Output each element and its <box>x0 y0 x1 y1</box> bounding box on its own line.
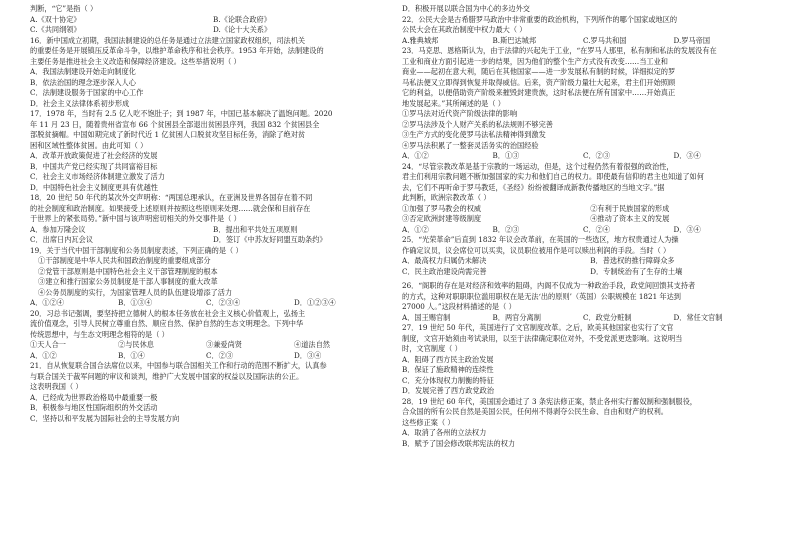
option: C．政党分赃制 <box>583 312 632 322</box>
option: C．②③ <box>583 151 611 160</box>
question-22-options <box>402 36 764 47</box>
question-17-option: C．社会主义市场经济体制建立激发了活力 <box>30 172 165 181</box>
question-21-stem: 与联合国关于裁军问题的审议和谈判，维护广大发展中国家的权益以及国际法的公正。 <box>30 371 304 381</box>
option: ④道法自然 <box>294 340 330 349</box>
option: A．参加万隆会议 <box>30 224 86 234</box>
question-28-stem: 这些修正案（ ） <box>402 417 455 427</box>
question-23-item: ②罗马法涉及个人财产关系的私法规则不够完善 <box>402 119 553 129</box>
option: B．两官分离制 <box>492 312 541 322</box>
question-15-tail: 判断，“它”是指（ ） <box>30 4 98 13</box>
question-24-stem: 君主们利用宗教问题不断加强国家的实力和他们自己的权力。即使最有信仰的君主也知道了如何 <box>402 172 704 181</box>
question-27-option: C．充分体现权力制衡的特征 <box>402 375 494 385</box>
question-25-stem: 25．“光荣革命”后直到 1832 年议会改革前，在英国的一些选区，地方权贵通过人为操 <box>402 235 679 244</box>
question-27-option: B．保证了施政精神的连续性 <box>402 365 494 374</box>
question-19-item: ②党管干部原则是中国特色社会主义干部管理制度的根本 <box>38 266 218 276</box>
option: D．③④ <box>673 224 701 234</box>
question-20-options <box>30 351 382 362</box>
question-21-stem: 21．自从恢复联合国合法席位以来，中国参与联合国相关工作和行动的范围不断扩大，认真参 <box>30 361 327 370</box>
question-17-option: B．中国共产党已经实现了共同富裕目标 <box>30 161 158 171</box>
question-27-option: A．阻碍了西方民主政治发展 <box>402 354 494 364</box>
question-20-stem: 20．习总书记强调，要坚持把立德树人的根本任务放在社会主义核心价值观上，弘扬主 <box>30 308 306 318</box>
question-15-options <box>30 25 382 36</box>
question-16-option: B．依法治国的理念逐步深入人心 <box>30 77 136 87</box>
question-17-stem: 困和区域性整体贫困。由此可知（ ） <box>30 140 148 150</box>
option: D.《论十大关系》 <box>213 25 272 34</box>
question-18-stem: 的社会制度和政治制度。如果接受上述原则并按照这些原则来处理……就会保和目前存在 <box>30 203 311 213</box>
question-16-option: C．法制建设服务于国家的中心工作 <box>30 88 144 97</box>
question-28-option: A．取消了各州的立法权力 <box>402 428 487 437</box>
left-column <box>30 4 382 556</box>
option: ③兼爱尚贤 <box>206 340 242 349</box>
option: A．①②④ <box>30 298 64 307</box>
question-23-options <box>402 151 764 162</box>
question-20-items <box>30 340 382 351</box>
question-24-items <box>402 204 764 215</box>
question-24-stem: 去，它们不再听命于罗马教廷，《圣经》纷纷被翻译成新教传播地区的当地文字。”据 <box>402 182 665 192</box>
option: D．专制统治有了生存的土壤 <box>590 266 683 276</box>
question-21-option: C．坚持以和平发展为国际社会的主导发展方向 <box>30 413 180 423</box>
question-18-stem: 18．20 世纪 50 年代的某次外交声明称：“两国总理承认，在亚洲及世界各国存在着不同 <box>30 193 313 202</box>
question-23-stem: 地发展起来。”其所阐述的是（ ） <box>402 98 505 108</box>
option: ①加强了罗马教会的权威 <box>402 203 482 213</box>
option: C.《共同纲领》 <box>30 25 81 34</box>
question-20-stem: 传统思想中，与生态文明理念相符的是（ ） <box>30 329 169 339</box>
question-27-stem: 27．19 世纪 50 年代，英国进行了文官制度改革。之后，欧美其他国家也实行了文官 <box>402 323 674 332</box>
question-16-stem: 主要任务是推进社会主义改造和保障经济建设。这些举措说明（ ） <box>30 56 241 66</box>
question-16-stem: 的重要任务是开展镇压反革命斗争，以维护革命秩序和社会秩序。1953 年开始，法制建设的 <box>30 46 324 55</box>
option: B．②③ <box>492 224 520 234</box>
question-17-stem: 部脱贫摘帽。中国如期完成了新时代近 1 亿贫困人口脱贫攻坚目标任务，消除了绝对贫 <box>30 130 306 139</box>
question-21-option: B．积极参与地区性国际组织的外交活动 <box>30 403 158 412</box>
option: C．②④ <box>583 224 611 234</box>
question-28-option: B．赋予了国会修改联邦宪法的权力 <box>402 438 516 448</box>
option: A．①② <box>402 224 429 234</box>
option: C．出席日内瓦会议 <box>30 235 94 244</box>
question-15-options <box>30 15 382 26</box>
question-23-stem: 马私法便又立即得到恢复并取得威信。后来，资产阶级力量壮大起来，君主们开始照顾 <box>402 77 676 87</box>
question-24-items <box>402 214 764 225</box>
option: D．①②③④ <box>294 298 336 307</box>
option: D．常任文官制 <box>673 312 723 322</box>
question-21-stem: 这表明我国（ ） <box>30 382 83 391</box>
option: C．②③④ <box>206 298 241 307</box>
question-17-stem: 年 11 月 23 日，随着贵州省宣布 66 个贫困县全部退出贫困县序列，我国 832 个贫困县全 <box>30 119 320 129</box>
question-24-stem: 24．“尽管宗教改革是基于宗教的一场运动，但是，这个过程仍然有着很强的政治性， <box>402 161 674 171</box>
question-22-stem: 22．公民大会是古希腊罗马政治中非常重要的政治机构，下列所作的哪个国家或地区的 <box>402 14 678 24</box>
question-25-stem: 作确定议员，议会席位可以买卖，议员职位被用作是可以赎出利润的手段。当时（ ） <box>402 245 671 255</box>
option: D．③④ <box>673 151 701 160</box>
question-17-option: A．改革开放政策促进了社会经济的发展 <box>30 151 158 160</box>
question-23-item: ④罗马法积累了一整套灵活务实的治国经验 <box>402 140 539 150</box>
question-19-item: ④公务员制度的实行，为国家管理人员的队伍建设增添了活力 <box>38 287 233 297</box>
question-16-option: A．我国法制建设开始走向制度化 <box>30 67 136 76</box>
question-18-options <box>30 235 382 246</box>
option: A．最高权力归属仍未解决 <box>402 256 487 265</box>
question-26-options <box>402 313 764 324</box>
question-23-stem: 它的利益，以便借助资产阶级来摧毁封建贵族，这时私法便在所有国家中……开始真正 <box>402 88 676 97</box>
question-26-stem: 27000 人。”这段材料描述的是（ ） <box>402 302 516 311</box>
option: ①天人合一 <box>30 340 66 349</box>
question-26-stem: 26．“阁职的存在是对经济和效率的阻碍，内阁不仅成为一种政治手段，政党间回馈其支持者 <box>402 281 696 290</box>
question-16-stem: 16．新中国成立初期，我国法制建设的总任务是通过立法建立国家政权组织，司法机关 <box>30 35 306 45</box>
question-16-option: D．社会主义法律体系初步形成 <box>30 98 130 108</box>
question-23-item: ③生产方式的变化使罗马法私法精神得到激发 <box>402 130 546 139</box>
option: C．②③ <box>206 350 234 360</box>
option: ②有利于民族国家的形成 <box>590 203 670 213</box>
question-19-item: ③建立和推行国家公务员制度是干部人事制度的重大改革 <box>38 277 218 286</box>
question-27-stem: 制度，文官开始须由考试录用，以至于法律确定职位对外，不受党派更迭影响。这说明当 <box>402 333 683 343</box>
question-24-stem: 此判断，欧洲宗教改革（ ） <box>402 193 491 202</box>
option: ④推动了资本主义的发展 <box>590 214 670 223</box>
question-28-stem: 28．19 世纪 60 年代，美国国会通过了 3 条宪法修正案，禁止各州实行蓄奴制和强制服役， <box>402 396 698 406</box>
option: B．普选权的推行障碍众多 <box>590 256 675 265</box>
question-17-option: D．中国特色社会主义制度更具有优越性 <box>30 182 158 192</box>
question-22-stem: 公民大会在其政治制度中权力最大（ ） <box>402 25 527 34</box>
option: A．①② <box>30 350 57 360</box>
question-18-stem: 于世界上的紧张局势。”新中国与该声明密切相关的外交事件是（ ） <box>30 214 241 223</box>
question-27-stem: 时，文官制度（ ） <box>402 344 462 353</box>
option: C.罗马共和国 <box>583 35 627 45</box>
option: ②与民休息 <box>118 340 154 349</box>
option: B．①③④ <box>118 298 153 307</box>
option: D．③④ <box>294 350 322 360</box>
question-21-option: D．积极开展以联合国为中心的多边外交 <box>402 4 530 13</box>
question-28-stem: 合众国的所有公民自然是美国公民，任何州不得剥夺公民生命、自由和财产的权利。 <box>402 407 668 416</box>
question-19-stem: 19．关于当代中国干部制度和公务员制度表述，下列正确的是（ ） <box>30 245 243 255</box>
option: C．民主政治建设尚需完善 <box>402 266 487 276</box>
question-25-options <box>402 256 764 267</box>
option: B.《论联合政府》 <box>213 14 271 24</box>
option: A.雅典城邦 <box>402 35 439 45</box>
option: D．签订《中苏友好同盟互助条约》 <box>213 235 327 244</box>
question-27-option: D．发展完善了西方政党政治 <box>402 386 495 395</box>
option: B．提出和平共处五项原则 <box>213 224 298 234</box>
option: A.《双十协定》 <box>30 14 81 24</box>
option: B.斯巴达城邦 <box>492 35 537 45</box>
question-19-options <box>30 298 382 309</box>
option: ③否定欧洲封建等级制度 <box>402 214 482 223</box>
question-19-item: ①干部制度是中华人民共和国政治制度的重要组成部分 <box>38 256 211 265</box>
option: A．①② <box>402 151 429 160</box>
question-25-options <box>402 267 764 278</box>
right-column <box>402 4 764 556</box>
question-23-stem: 23．马克思、恩格斯认为，由于法律的兴起先于工业，“在罗马人那里，私有制和私法的发展没有在 <box>402 46 717 55</box>
question-23-stem: 商业——起初在意大利，随后在其他国家——进一步发展私有制的时候，详细拟定的罗 <box>402 67 676 76</box>
option: D.罗马帝国 <box>673 35 711 45</box>
option: A．国王赐官制 <box>402 312 451 322</box>
question-18-options <box>30 225 382 236</box>
question-21-option: A．已经成为世界政治格局中最重要一极 <box>30 392 158 402</box>
question-17-stem: 17．1978 年，当时有 2.5 亿人吃不饱肚子；到 1987 年，中国已基本解决了温饱问题。2020 <box>30 109 333 118</box>
question-23-stem: 工业和商业方面引起进一步的结果，因为他们的整个生产方式没有改变……当工业和 <box>402 56 668 66</box>
question-24-options <box>402 225 764 236</box>
question-26-stem: 的方式，这种对职职职位滥用职权在是无法‘出的原则’（英国）公职规模在 1821 年达到 <box>402 291 681 301</box>
question-20-stem: 流价值观念，引导人民树立尊重自然、顺应自然、保护自然的生态文明理念。下列中华 <box>30 319 304 328</box>
option: B．①③ <box>492 151 520 160</box>
question-23-item: ①罗马法对近代资产阶级法律的影响 <box>402 109 518 118</box>
option: B．①④ <box>118 350 145 360</box>
